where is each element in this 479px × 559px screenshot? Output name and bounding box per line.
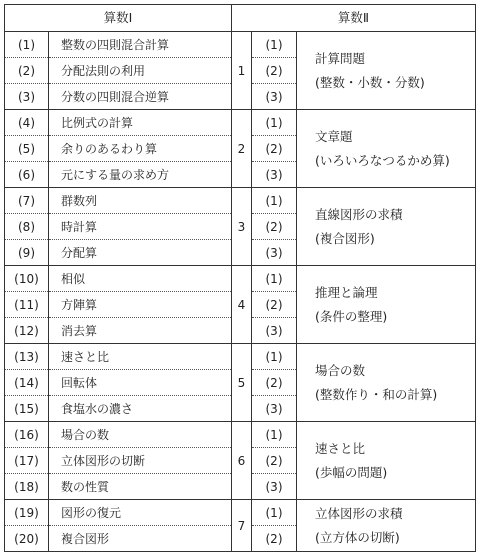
- table-row: [5, 266, 476, 292]
- item-number: (5): [5, 136, 49, 162]
- item-number: (15): [5, 396, 49, 422]
- sub-number: (3): [252, 84, 297, 110]
- sub-number: (2): [252, 214, 297, 240]
- item-number: (2): [5, 58, 49, 84]
- group-subtitle: (整数・小数・分数): [315, 74, 425, 90]
- item-topic: 比例式の計算: [49, 110, 232, 136]
- item-number: (9): [5, 240, 49, 266]
- sub-number: (3): [252, 396, 297, 422]
- group-title: 直線図形の求積: [315, 207, 403, 223]
- header-arithmetic-2: 算数Ⅱ: [232, 5, 476, 32]
- group-number: 4: [232, 266, 252, 344]
- item-number: (4): [5, 110, 49, 136]
- item-topic: 速さと比: [49, 344, 232, 370]
- item-number: (16): [5, 422, 49, 448]
- item-topic: 余りのあるわり算: [49, 136, 232, 162]
- item-topic: 分配法則の利用: [49, 58, 232, 84]
- item-topic: 分数の四則混合逆算: [49, 84, 232, 110]
- table-row: [5, 188, 476, 214]
- item-topic: 複合図形: [49, 526, 232, 552]
- sub-number: (3): [252, 474, 297, 500]
- group-subtitle: (整数作り・和の計算): [315, 386, 438, 402]
- item-topic: 立体図形の切断: [49, 448, 232, 474]
- group-title-cell: [297, 110, 476, 188]
- item-topic: 群数列: [49, 188, 232, 214]
- item-number: (13): [5, 344, 49, 370]
- item-number: (20): [5, 526, 49, 552]
- item-topic: 数の性質: [49, 474, 232, 500]
- group-subtitle: (複合図形): [315, 230, 375, 246]
- sub-number: (1): [252, 110, 297, 136]
- item-topic: 図形の復元: [49, 500, 232, 526]
- sub-number: (3): [252, 162, 297, 188]
- table-row: [5, 344, 476, 370]
- group-title-cell: [297, 422, 476, 500]
- header-row: [5, 5, 476, 32]
- sub-number: (2): [252, 370, 297, 396]
- item-number: (8): [5, 214, 49, 240]
- group-number: 7: [232, 500, 252, 552]
- item-number: (14): [5, 370, 49, 396]
- curriculum-table: [4, 4, 476, 552]
- group-subtitle: (いろいろなつるかめ算): [315, 152, 450, 168]
- item-number: (6): [5, 162, 49, 188]
- item-number: (7): [5, 188, 49, 214]
- item-topic: 食塩水の濃さ: [49, 396, 232, 422]
- item-topic: 相似: [49, 266, 232, 292]
- group-title: 立体図形の求積: [315, 506, 403, 522]
- group-title: 速さと比: [315, 441, 366, 457]
- group-subtitle: (立方体の切断): [315, 529, 400, 545]
- group-title: 計算問題: [315, 51, 366, 67]
- item-topic: 分配算: [49, 240, 232, 266]
- sub-number: (1): [252, 500, 297, 526]
- sub-number: (1): [252, 422, 297, 448]
- item-number: (1): [5, 32, 49, 58]
- sub-number: (3): [252, 240, 297, 266]
- item-number: (3): [5, 84, 49, 110]
- sub-number: (2): [252, 58, 297, 84]
- table-row: [5, 32, 476, 58]
- group-subtitle: (歩幅の問題): [315, 464, 388, 480]
- item-topic: 消去算: [49, 318, 232, 344]
- sub-number: (3): [252, 318, 297, 344]
- group-title-cell: [297, 344, 476, 422]
- group-number: 5: [232, 344, 252, 422]
- sub-number: (1): [252, 266, 297, 292]
- table-row: [5, 110, 476, 136]
- table-row: [5, 422, 476, 448]
- group-title: 文章題: [315, 129, 353, 145]
- group-title-cell: [297, 188, 476, 266]
- group-title: 場合の数: [315, 363, 366, 379]
- item-topic: 整数の四則混合計算: [49, 32, 232, 58]
- item-topic: 方陣算: [49, 292, 232, 318]
- group-number: 2: [232, 110, 252, 188]
- group-title-cell: [297, 266, 476, 344]
- item-number: (10): [5, 266, 49, 292]
- sub-number: (2): [252, 292, 297, 318]
- sub-number: (2): [252, 448, 297, 474]
- item-number: (17): [5, 448, 49, 474]
- item-topic: 場合の数: [49, 422, 232, 448]
- item-number: (12): [5, 318, 49, 344]
- item-number: (19): [5, 500, 49, 526]
- group-title: 推理と論理: [315, 285, 378, 301]
- item-topic: 回転体: [49, 370, 232, 396]
- sub-number: (2): [252, 526, 297, 552]
- table-row: [5, 500, 476, 526]
- sub-number: (1): [252, 32, 297, 58]
- sub-number: (1): [252, 188, 297, 214]
- group-number: 3: [232, 188, 252, 266]
- item-topic: 元にする量の求め方: [49, 162, 232, 188]
- item-number: (18): [5, 474, 49, 500]
- group-subtitle: (条件の整理): [315, 308, 388, 324]
- group-title-cell: [297, 500, 476, 552]
- group-number: 1: [232, 32, 252, 110]
- header-arithmetic-1: 算数Ⅰ: [5, 5, 232, 32]
- group-title-cell: [297, 32, 476, 110]
- item-number: (11): [5, 292, 49, 318]
- sub-number: (1): [252, 344, 297, 370]
- sub-number: (2): [252, 136, 297, 162]
- group-number: 6: [232, 422, 252, 500]
- item-topic: 時計算: [49, 214, 232, 240]
